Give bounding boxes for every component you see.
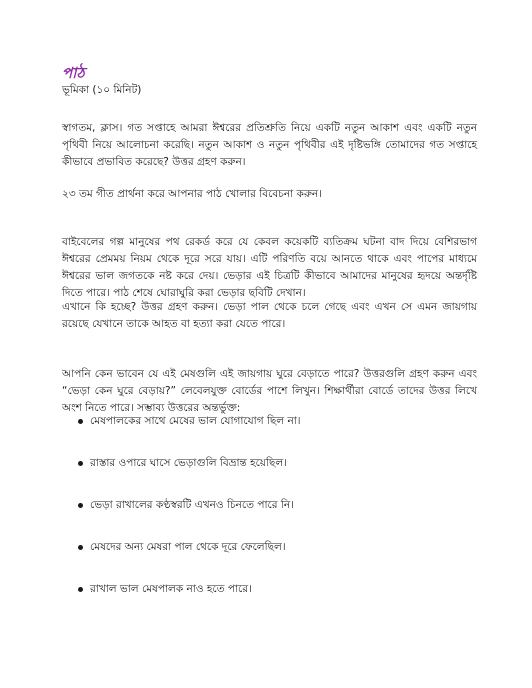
paragraph-question: এখানে কি হচ্ছে? উত্তর গ্রহণ করুন। ভেড়া পাল থেকে চলে গেছে এবং এখন সে এমন জায়গায় রয়েছে যেখানে তাকে আহত বা হত্যা করা যেতে পারে। xyxy=(62,301,477,330)
list-item xyxy=(62,456,482,498)
answer-list xyxy=(62,414,482,624)
list-item xyxy=(62,498,482,540)
list-item-text: রাস্তার ওপারে ঘাসে ভেড়াগুলি বিভ্রান্ত হয়েছিল। xyxy=(90,457,287,469)
list-item xyxy=(62,540,482,582)
list-item-text: মেষদের অন্য মেষরা পাল থেকে দূরে ফেলেছিল। xyxy=(90,541,286,553)
paragraph-psalm: ২৩ তম গীত প্রার্থনা করে আপনার পাঠ খোলার বিবেচনা করুন। xyxy=(62,188,322,200)
section-subtitle: ভূমিকা (১০ মিনিট) xyxy=(62,84,142,96)
bullet-dot-icon xyxy=(78,587,83,592)
bullet-dot-icon xyxy=(78,461,83,466)
bullet-dot-icon xyxy=(78,545,83,550)
paragraph-welcome: স্বাগতম, ক্লাস। গত সপ্তাহে আমরা ঈশ্বরের প্রতিশ্রুতি নিয়ে একটি নতুন আকাশ এবং একটি নতুন পৃথিবী নিয়ে আলোচনা করেছি। নতুন আকাশ ও নতুন পৃথিবীর এই দৃষ্টিভঙ্গি তোমাদের গত সপ্তাহে কীভাবে প্রভাবিত করেছে? উত্তর গ্রহণ করুন। xyxy=(62,122,477,168)
list-item xyxy=(62,414,482,456)
list-item-text: মেষপালকের সাথে মেষের ভাল যোগাযোগ ছিল না। xyxy=(90,415,301,427)
bullet-dot-icon xyxy=(78,419,83,424)
list-item-text: রাখাল ভাল মেষপালক নাও হতে পারে। xyxy=(90,583,252,595)
bullet-dot-icon xyxy=(78,503,83,508)
lesson-title: পাঠ xyxy=(62,64,85,82)
paragraph-why-wander: আপনি কেন ভাবেন যে এই মেষগুলি এই জায়গায় ঘুরে বেড়াতে পারে? উত্তরগুলি গ্রহণ করুন এবং “ভেড়া কেন ঘুরে বেড়ায়?” লেবেলযুক্ত বোর্ডের পাশে লিখুন। শিক্ষার্থীরা বোর্ডে তাদের উত্তর লিখে অংশ নিতে পারে। সম্ভাব্য উত্তরের অন্তর্ভুক্ত: xyxy=(62,368,477,414)
list-item-text: ভেড়া রাখালের কণ্ঠস্বরটি এখনও চিনতে পারে নি। xyxy=(90,499,294,511)
list-item xyxy=(62,582,482,624)
paragraph-bible-story: বাইবেলের গল্প মানুষের পথ রেকর্ড করে যে কেবল কয়েকটি ব্যতিক্রম ঘটনা বাদ দিয়ে বেশিরভাগ ঈশ্বরের প্রেমময় নিয়ম থেকে দূরে সরে যায়। এটি পরিণতি বয়ে আনতে থাকে এবং পাপের মাধ্যমে ঈশ্বরের ভাল জগতকে নষ্ট করে দেয়। ভেড়ার এই চিত্রটি কীভাবে আমাদের মানুষের হৃদয়ে অন্তর্দৃষ্টি দিতে পারে। পাঠ শেষে ঘোরাঘুরি করা ভেড়ার ছবিটি দেখান। xyxy=(62,236,477,299)
